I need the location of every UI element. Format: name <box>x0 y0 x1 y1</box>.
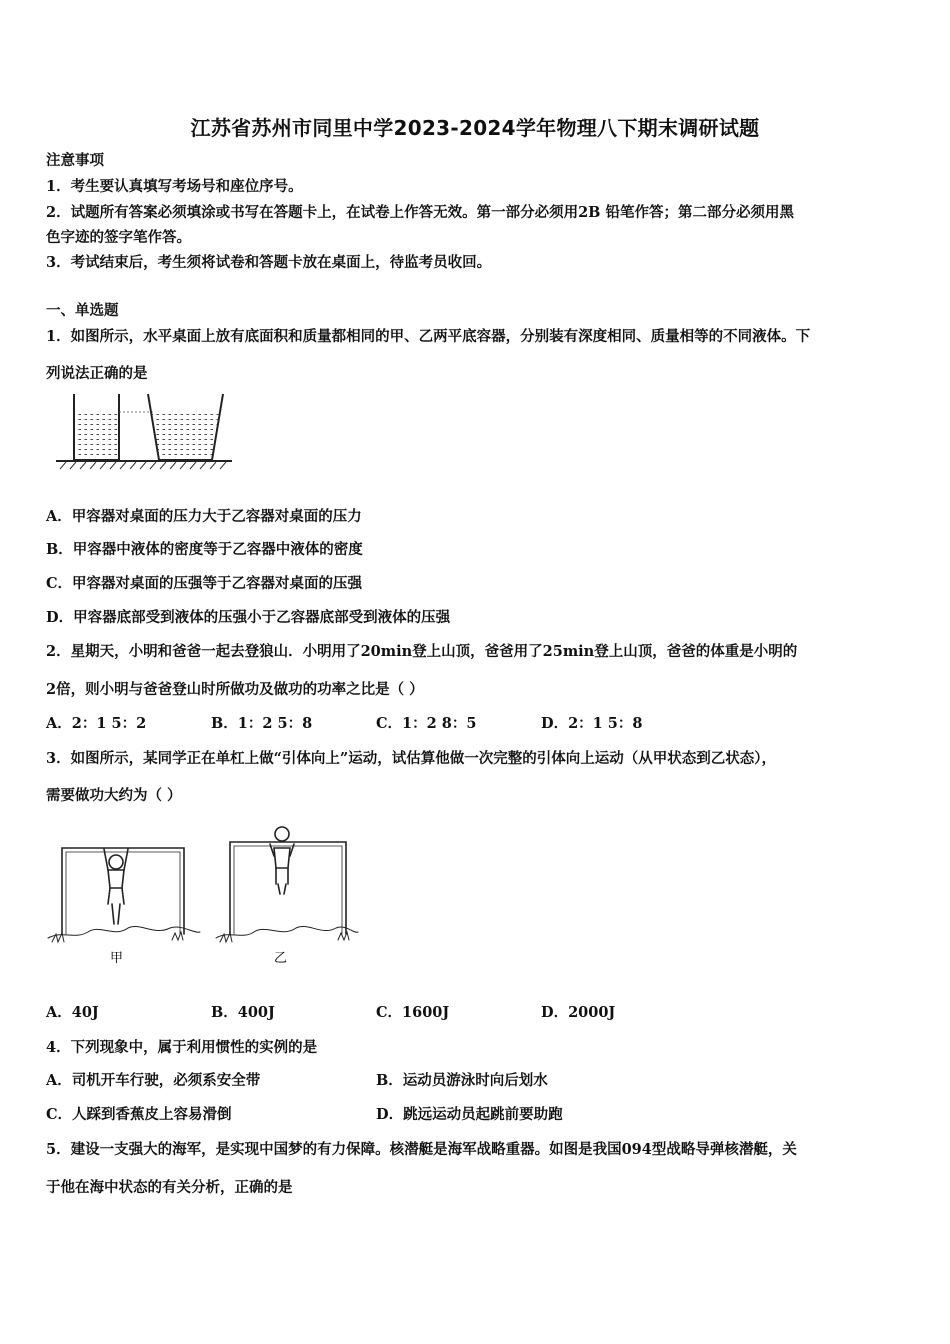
q3-pullup-figure <box>44 822 362 974</box>
notice-item-2-cont: 色字迹的签字笔作答。 <box>46 229 191 246</box>
q2-stem-line2: 2倍，则小明与爸爸登山时所做功及做功的功率之比是（ ） <box>46 681 424 698</box>
q2-option-d: D．2：1 5：8 <box>541 715 643 732</box>
q2-option-c: C．1：2 8：5 <box>376 715 477 732</box>
q4-option-a: A．司机开车行驶，必须系安全带 <box>46 1072 261 1089</box>
notice-heading: 注意事项 <box>46 152 104 169</box>
q3-option-d: D．2000J <box>541 1004 616 1021</box>
container-b-liquid <box>152 412 219 460</box>
q4-stem: 4．下列现象中，属于利用惯性的实例的是 <box>46 1039 318 1056</box>
q1-option-a: A．甲容器对桌面的压力大于乙容器对桌面的压力 <box>46 508 362 525</box>
q1-option-d: D．甲容器底部受到液体的压强小于乙容器底部受到液体的压强 <box>46 609 451 626</box>
q5-stem-line2: 于他在海中状态的有关分析，正确的是 <box>46 1179 293 1196</box>
q1-stem-line1: 1．如图所示，水平桌面上放有底面积和质量都相同的甲、乙两平底容器，分别装有深度相同、质量相等的不同液体。下 <box>46 328 811 345</box>
q3-stem-line1: 3．如图所示，某同学正在单杠上做“引体向上”运动，试估算他做一次完整的引体向上运动（从甲状态到乙状态）， <box>46 750 777 767</box>
notice-item-2: 2．试题所有答案必须填涂或书写在答题卡上，在试卷上作答无效。第一部分必须用2B 铅笔作答；第二部分必须用黑 <box>46 204 794 221</box>
q3-option-a: A．40J <box>46 1004 99 1021</box>
section-heading: 一、单选题 <box>46 302 119 319</box>
q1-option-c: C．甲容器对桌面的压强等于乙容器对桌面的压强 <box>46 575 363 592</box>
notice-item-1: 1．考生要认真填写考场号和座位序号。 <box>46 178 303 195</box>
bar-frame-b <box>230 842 346 934</box>
q4-option-d: D．跳远运动员起跳前要助跑 <box>376 1106 563 1123</box>
q3-option-b: B．400J <box>211 1004 275 1021</box>
q1-option-b: B．甲容器中液体的密度等于乙容器中液体的密度 <box>46 541 363 558</box>
q4-option-c: C．人踩到香蕉皮上容易滑倒 <box>46 1106 232 1123</box>
q2-option-a: A．2：1 5：2 <box>46 715 147 732</box>
figure-label-yi: 乙 <box>274 951 288 966</box>
q1-stem-line2: 列说法正确的是 <box>46 365 148 382</box>
q4-option-b: B．运动员游泳时向后划水 <box>376 1072 548 1089</box>
q2-option-b: B．1：2 5：8 <box>211 715 313 732</box>
q3-option-c: C．1600J <box>376 1004 450 1021</box>
q2-stem-line1: 2．星期天，小明和爸爸一起去登狼山．小明用了20min登上山顶，爸爸用了25min登上山顶，爸爸的体重是小明的 <box>46 643 798 660</box>
q5-stem-line1: 5．建设一支强大的海军，是实现中国梦的有力保障。核潜艇是海军战略重器。如图是我国094型战略导弹核潜艇，关 <box>46 1141 797 1158</box>
container-a-liquid <box>74 412 119 460</box>
notice-item-3: 3．考试结束后，考生须将试卷和答题卡放在桌面上，待监考员收回。 <box>46 254 492 271</box>
q1-containers-figure <box>54 392 234 470</box>
q3-stem-line2: 需要做功大约为（ ） <box>46 787 182 804</box>
exam-title: 江苏省苏州市同里中学2023-2024学年物理八下期末调研试题 <box>190 116 760 140</box>
figure-label-jia: 甲 <box>110 951 124 966</box>
